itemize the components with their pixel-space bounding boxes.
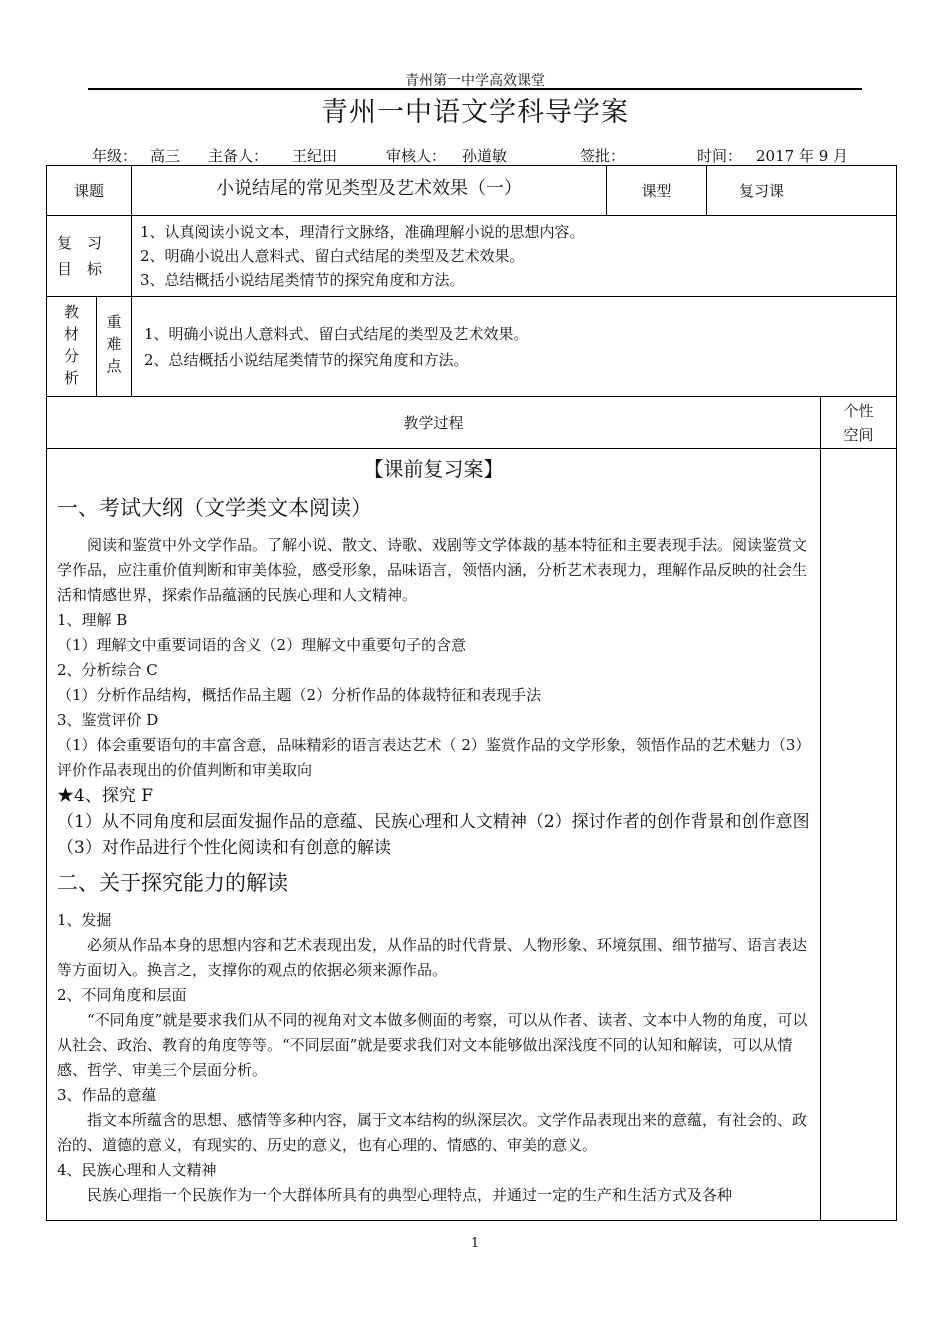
goals-label: [47, 216, 132, 297]
item3-title: 3、鉴赏评价 D: [57, 711, 159, 729]
goal-item: 2、明确小说出人意料式、留白式结尾的类型及艺术效果。: [140, 247, 525, 265]
material-char: 析: [63, 369, 79, 387]
process-label: 教学过程: [47, 397, 821, 449]
grade-value: 高三: [150, 147, 181, 165]
item2-title: 2、分析综合 C: [57, 661, 158, 679]
difficulty-list: [132, 297, 897, 397]
s2-item2-text: “不同角度”就是要求我们从不同的视角对文本做多侧面的考察，可以从作者、读者、文本中人物的角度，可以从社会、政治、教育的角度等等。“不同层面”就是要求我们对文本能够做出深浅度不同的认知和解读，可以从情感、哲学、审美三个层面分析。: [57, 1011, 808, 1079]
page-number: 1: [470, 1236, 480, 1251]
section-main-heading: 【课前复习案】: [363, 457, 504, 481]
difficulty-item: 1、明确小说出人意料式、留白式结尾的类型及艺术效果。: [144, 325, 529, 343]
s2-item3-text: 指文本所蕴含的思想、感情等多种内容，属于文本结构的纵深层次。文学作品表现出来的意蕴，有社会的、政治的、道德的意义，有现实的、历史的意义，也有心理的、情感的、审美的意义。: [57, 1111, 808, 1154]
school-header: 青州第一中学高效课堂: [405, 73, 545, 89]
difficulty-char: 重: [106, 313, 122, 331]
s2-item4-text: 民族心理指一个民族作为一个大群体所具有的典型心理特点，并通过一定的生产和生活方式及各种: [87, 1186, 733, 1204]
page-title: 青州一中语文学科导学案: [321, 97, 629, 128]
section1-heading: 一、考试大纲（文学类文本阅读）: [57, 496, 372, 520]
difficulty-char: 难: [106, 335, 122, 353]
material-char: 材: [63, 325, 79, 343]
preparer-value: 王纪田: [292, 147, 338, 165]
personal-space-line1: 个性: [843, 401, 874, 420]
personal-space-label: [821, 397, 897, 449]
content-row: [47, 449, 897, 1221]
s2-item4-title: 4、民族心理和人文精神: [57, 1161, 217, 1179]
s2-item1-title: 1、发掘: [57, 911, 112, 929]
content-body: [47, 449, 821, 1221]
time-label: 时间：: [697, 147, 743, 165]
item4-title: ★4、探究 F: [57, 786, 154, 806]
personal-space-cell: [821, 449, 897, 1221]
item3-text: （1）体会重要语句的丰富含意，品味精彩的语言表达艺术（ 2）鉴赏作品的文学形象，领悟作品的艺术魅力（3）评价作品表现出的价值判断和审美取向: [57, 736, 803, 779]
material-char: 分: [63, 347, 79, 365]
item2-text: （1）分析作品结构，概括作品主题（2）分析作品的体裁特征和表现手法: [57, 686, 542, 704]
difficulty-label: [97, 297, 132, 397]
info-row: [0, 145, 950, 165]
topic-value: 小说结尾的常见类型及艺术效果（一）: [132, 166, 607, 216]
difficulty-item: 2、总结概括小说结尾类情节的探究角度和方法。: [144, 351, 469, 369]
item4-text: （1）从不同角度和层面发掘作品的意蕴、民族心理和人文精神（2）探讨作者的创作背景和创作意图（3）对作品进行个性化阅读和有创意的解读: [57, 812, 810, 858]
s2-item1-text: 必须从作品本身的思想内容和艺术表现出发，从作品的时代背景、人物形象、环境氛围、细节描写、语言表达等方面切入。换言之，支撑你的观点的依据必须来源作品。: [57, 936, 808, 979]
difficulty-char: 点: [106, 357, 122, 375]
item1-title: 1、理解 B: [57, 611, 128, 629]
s2-item2-title: 2、不同角度和层面: [57, 986, 187, 1004]
time-value: 2017 年 9 月: [756, 147, 849, 165]
preparer-label: 主备人：: [208, 147, 269, 165]
material-char: 教: [63, 303, 79, 321]
item1-text: （1）理解文中重要词语的含义（2）理解文中重要句子的含意: [57, 636, 467, 654]
material-analysis-label: [47, 297, 97, 397]
goal-item: 3、总结概括小说结尾类情节的探究角度和方法。: [140, 271, 465, 289]
goal-item: 1、认真阅读小说文本，理清行文脉络，准确理解小说的思想内容。: [140, 223, 585, 241]
type-label: 课型: [607, 166, 707, 216]
goals-row: [47, 216, 897, 297]
grade-label: 年级：: [92, 147, 138, 165]
type-value: 复习课: [707, 166, 897, 216]
process-row: [47, 397, 897, 449]
goals-label-line2: 目 标: [57, 260, 103, 278]
goals-list: [132, 216, 897, 297]
lesson-table: [46, 165, 897, 1221]
approval-label: 签批：: [580, 147, 626, 165]
s2-item3-title: 3、作品的意蕴: [57, 1086, 157, 1104]
section2-heading: 二、关于探究能力的解读: [57, 871, 288, 895]
topic-row: [47, 166, 897, 216]
personal-space-line2: 空间: [843, 425, 874, 444]
reviewer-value: 孙道敏: [462, 147, 508, 165]
section1-paragraph: 阅读和鉴赏中外文学作品。了解小说、散文、诗歌、戏剧等文学体裁的基本特征和主要表现手法。阅读鉴赏文学作品，应注重价值判断和审美体验，感受形象，品味语言，领悟内涵，分析艺术表现力，理解作品反映的社会生活和情感世界，探索作品蕴涵的民族心理和人文精神。: [57, 536, 808, 604]
analysis-row: [47, 297, 897, 397]
topic-label: 课题: [47, 166, 132, 216]
reviewer-label: 审核人：: [386, 147, 447, 165]
goals-label-line1: 复 习: [57, 234, 103, 252]
